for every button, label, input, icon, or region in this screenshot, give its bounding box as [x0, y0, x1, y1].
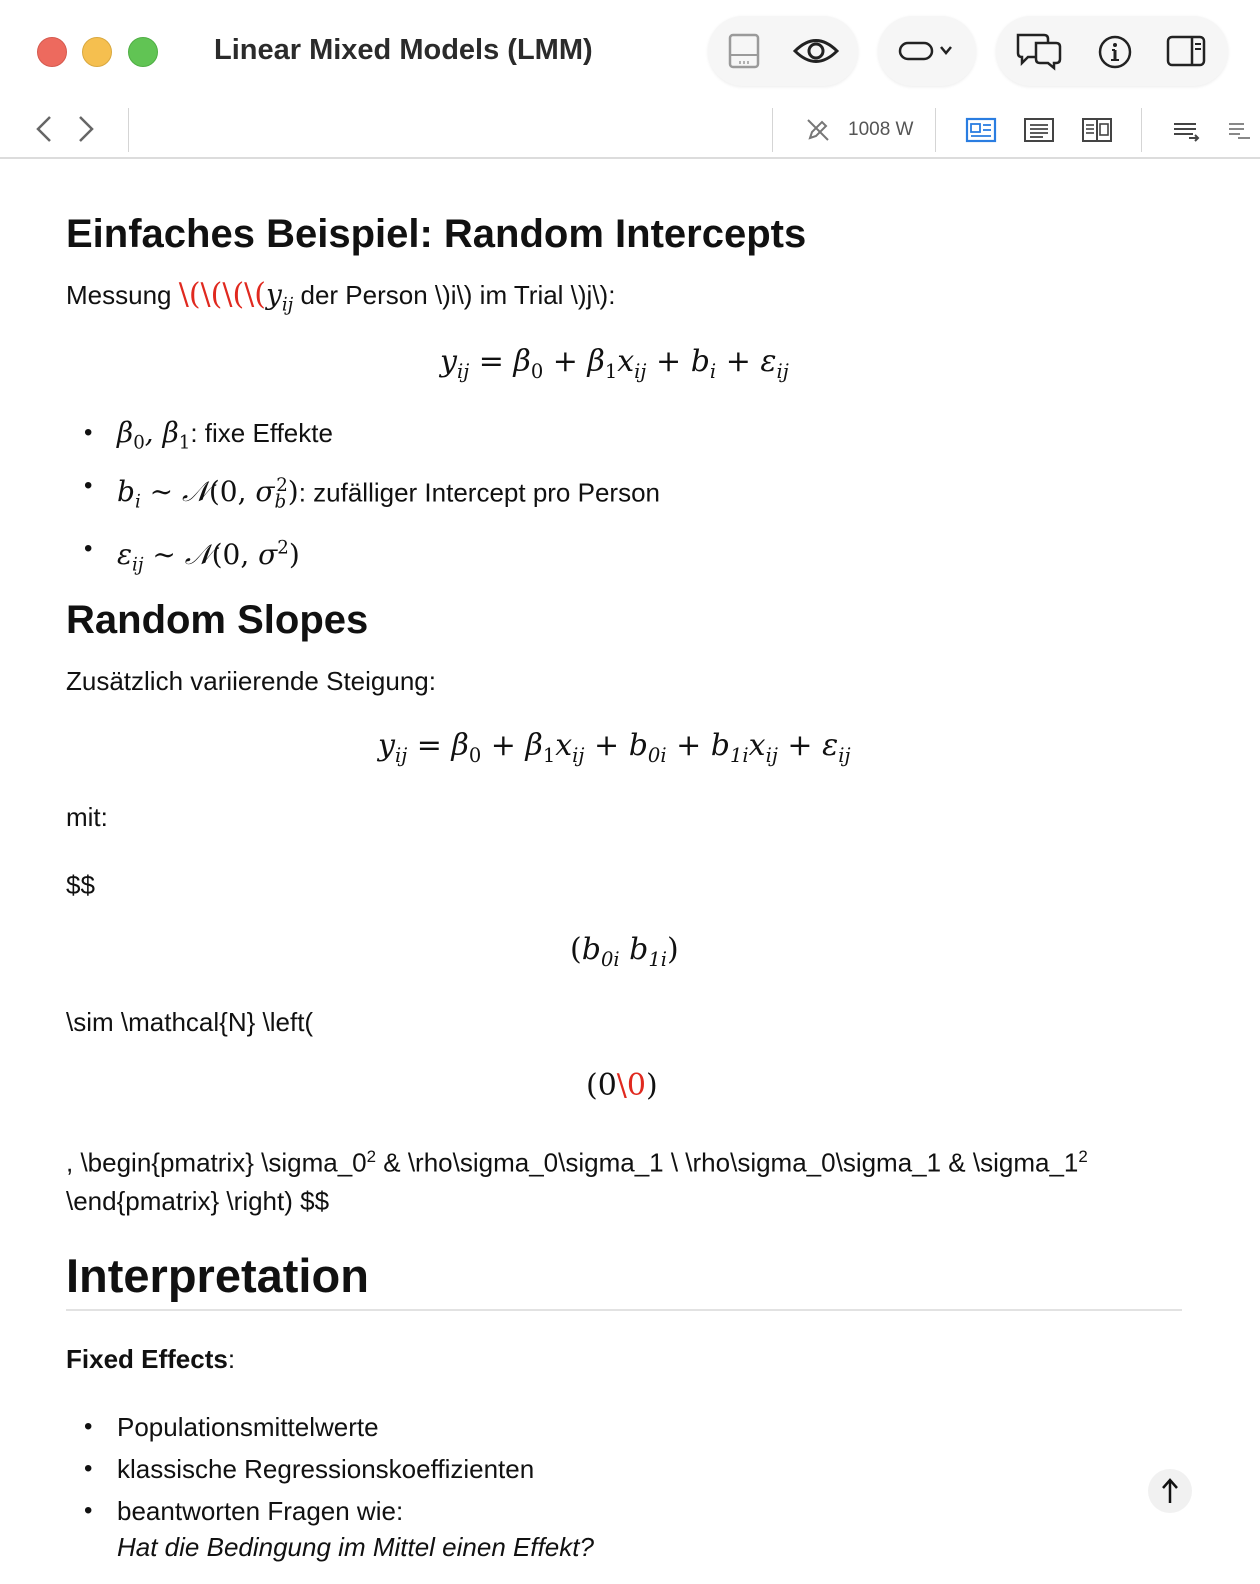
list-item: • Populationsmittelwerte	[66, 1406, 534, 1448]
scroll-to-top-button[interactable]	[1148, 1469, 1192, 1513]
list-item: • $\beta_0$, $\beta_1$: fixe Effekte	[66, 412, 660, 465]
toolbar-divider	[1141, 108, 1142, 152]
math-variable: $y_{ij}$	[265, 278, 294, 316]
layout-text-icon[interactable]	[1022, 116, 1056, 144]
window-title: Linear Mixed Models (LMM)	[214, 34, 593, 66]
comments-icon[interactable]	[1014, 31, 1064, 71]
fixed-effects-list	[66, 1406, 534, 1532]
fixed-effects-label: Fixed Effects:	[66, 1344, 236, 1374]
arrow-up-icon	[1160, 1477, 1180, 1505]
example-question: Hat die Bedingung im Mittel einen Effekt?	[117, 1532, 594, 1562]
intro-text: Messung	[66, 280, 179, 310]
close-window-button[interactable]	[37, 37, 67, 67]
section-heading: Random Slopes	[66, 598, 369, 642]
mode-toolbar-group	[878, 16, 976, 86]
toolbar-divider	[128, 108, 129, 152]
word-count[interactable]: 1008 W	[848, 119, 914, 140]
section-heading: Einfaches Beispiel: Random Intercepts	[66, 212, 807, 256]
panels-toolbar-group	[996, 16, 1228, 86]
minimize-window-button[interactable]	[82, 37, 112, 67]
paragraph: mit:	[66, 802, 108, 832]
raw-latex-text: \sim \mathcal{N} \left(	[66, 1007, 314, 1037]
section-heading: Interpretation	[66, 1249, 369, 1302]
forward-chevron-icon[interactable]	[74, 114, 98, 144]
list-item: • beantworten Fragen wie:	[66, 1490, 534, 1532]
title-bar	[0, 0, 1260, 100]
list-item: • klassische Regressionskoeffizienten	[66, 1448, 534, 1490]
effects-list	[66, 412, 660, 590]
toolbar-divider	[935, 108, 936, 152]
info-icon[interactable]	[1096, 33, 1134, 71]
right-sidebar-icon[interactable]	[1166, 34, 1206, 68]
layout-card-icon[interactable]	[964, 116, 998, 144]
layout-split-icon[interactable]	[1080, 116, 1114, 144]
view-toolbar-group	[708, 16, 858, 86]
raw-latex-text: $$	[66, 870, 95, 900]
text-wrap-icon[interactable]	[1170, 118, 1202, 144]
pen-off-icon[interactable]	[804, 116, 832, 144]
format-toolbar	[0, 100, 1260, 159]
preview-eye-icon[interactable]	[792, 33, 840, 69]
intro-paragraph	[66, 276, 615, 325]
list-item: • $\varepsilon_{ij}$ ∼ 𝒩(0, $\sigma^2$)	[66, 524, 660, 591]
list-item: • $b_i$ ∼ 𝒩(0, $\sigma_b^2$): zufälliger Intercept pro Person	[66, 465, 660, 524]
toggle-dropdown-icon[interactable]	[898, 38, 960, 64]
zero-vector-formula: (0\0)	[586, 1068, 658, 1103]
toolbar-divider	[772, 108, 773, 152]
back-chevron-icon[interactable]	[32, 114, 56, 144]
unrendered-latex-delimiters: \(\(\(\(	[178, 277, 266, 312]
vector-b-formula: ($b_{0i}$ $b_{1i}$)	[570, 932, 679, 971]
paragraph: Zusätzlich variierende Steigung:	[66, 666, 436, 696]
intro-text-rest: der Person \)i\) im Trial \)j\):	[293, 280, 616, 310]
raw-latex-text: , \begin{pmatrix} $\backslash sigma\_0^2$ & \rho\sigma_0\sigma_1 \ \rho\sigma_0\sigma_1 & $\backslash sigma\_1^2$ \end{pmatrix} \right) $$	[66, 1147, 1088, 1216]
formula-random-intercepts: $y_{ij} = \beta_0 + \beta_1x_{ij} + b_i + \varepsilon_{ij}$	[440, 344, 789, 383]
heading-divider	[66, 1309, 1182, 1311]
sidebar-panel-icon[interactable]	[726, 33, 762, 69]
zoom-window-button[interactable]	[128, 37, 158, 67]
more-format-icon[interactable]	[1226, 118, 1252, 144]
formula-random-slopes: $y_{ij} = \beta_0 + \beta_1x_{ij} + b_{0i} + b_{1i}x_{ij} + \varepsilon_{ij}$	[378, 728, 851, 767]
